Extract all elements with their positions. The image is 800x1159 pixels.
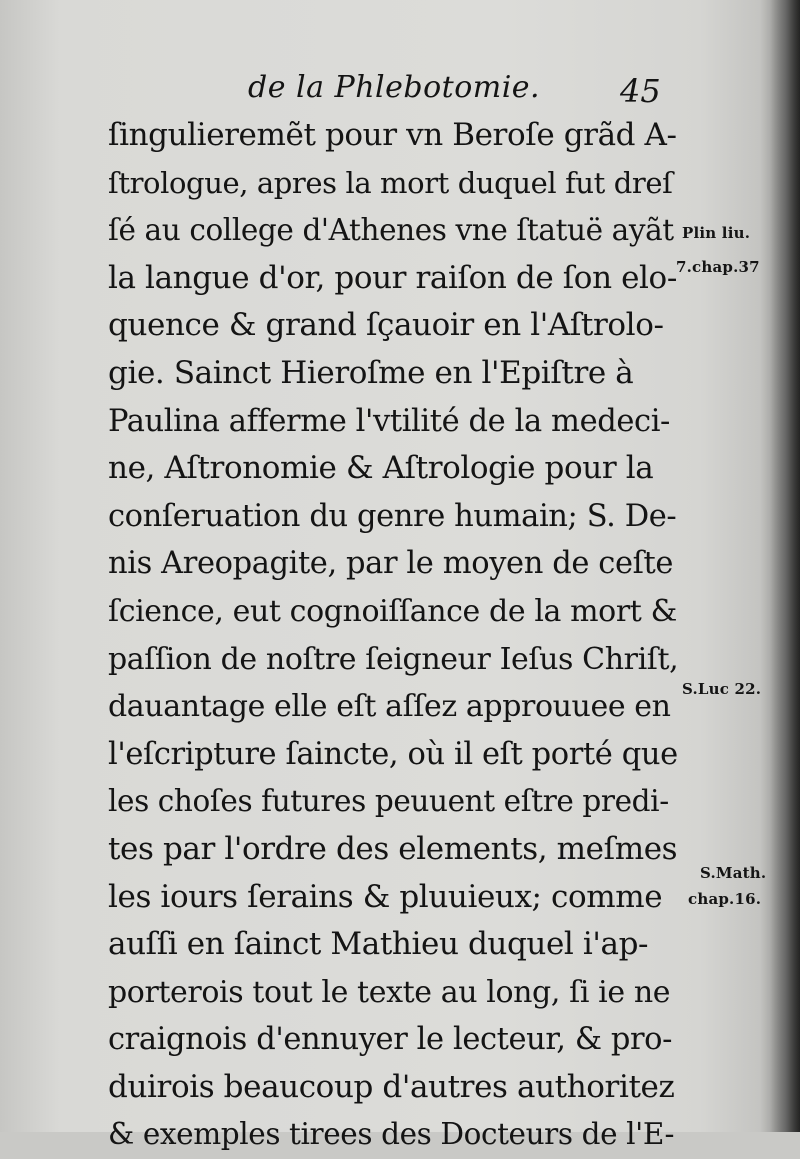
text-line: la langue d'or, pour raiſon de ſon elo- bbox=[108, 259, 677, 296]
margin-note-pliny: Plin liu. bbox=[682, 224, 751, 242]
text-line: ne, Aſtronomie & Aſtrologie pour la bbox=[108, 450, 654, 487]
binding-shadow bbox=[770, 0, 800, 1132]
text-line: dauantage elle eſt aſſez approuuee en bbox=[108, 689, 671, 725]
margin-note-matthew: S.Math. bbox=[700, 864, 767, 882]
text-line: paſſion de noſtre ſeigneur Ieſus Chriſt, bbox=[108, 641, 679, 677]
body-text bbox=[108, 112, 678, 1159]
margin-note-luke: S.Luc 22. bbox=[682, 680, 762, 698]
text-line: nis Areopagite, par le moyen de ceſte bbox=[108, 546, 674, 582]
margin-note-pliny-chapter: 7.chap.37 bbox=[676, 258, 760, 276]
text-line: auſſi en ſainct Mathieu duquel i'ap- bbox=[108, 926, 649, 963]
text-line: ſcience, eut cognoiſſance de la mort & bbox=[108, 593, 677, 629]
text-line: l'eſcripture ſaincte, où il eſt porté que bbox=[108, 736, 678, 772]
text-line: Paulina afferme l'vtilité de la medeci- bbox=[108, 403, 670, 439]
text-line: ſé au college d'Athenes vne ſtatuë ayãt bbox=[108, 213, 674, 248]
text-line: les iours ſerains & pluuieux; comme bbox=[108, 878, 663, 915]
text-line: craignois d'ennuyer le lecteur, & pro- bbox=[108, 1022, 673, 1058]
text-line: conſeruation du genre humain; S. De- bbox=[108, 498, 677, 534]
text-line: ſingulieremẽt pour vn Beroſe grãd A- bbox=[108, 117, 677, 153]
text-line: les choſes futures peuuent eſtre predi- bbox=[108, 784, 669, 819]
text-line: duirois beaucoup d'autres authoritez bbox=[108, 1068, 675, 1105]
text-line: ſtrologue, apres la mort duquel fut dreſ bbox=[108, 165, 673, 200]
text-line: quence & grand ſçauoir en l'Aſtrolo- bbox=[108, 307, 664, 344]
text-line: tes par l'ordre des elements, meſmes bbox=[108, 830, 678, 867]
text-line: & exemples tirees des Docteurs de l'E- bbox=[108, 1117, 675, 1152]
text-line: porterois tout le texte au long, ſi ie ne bbox=[108, 974, 671, 1010]
page-number: 45 bbox=[620, 72, 661, 110]
running-head: de la Phlebotomie. bbox=[248, 70, 541, 105]
margin-note-matthew-chapter: chap.16. bbox=[688, 890, 762, 908]
text-line: gie. Sainct Hieroſme en l'Epiſtre à bbox=[108, 354, 634, 391]
